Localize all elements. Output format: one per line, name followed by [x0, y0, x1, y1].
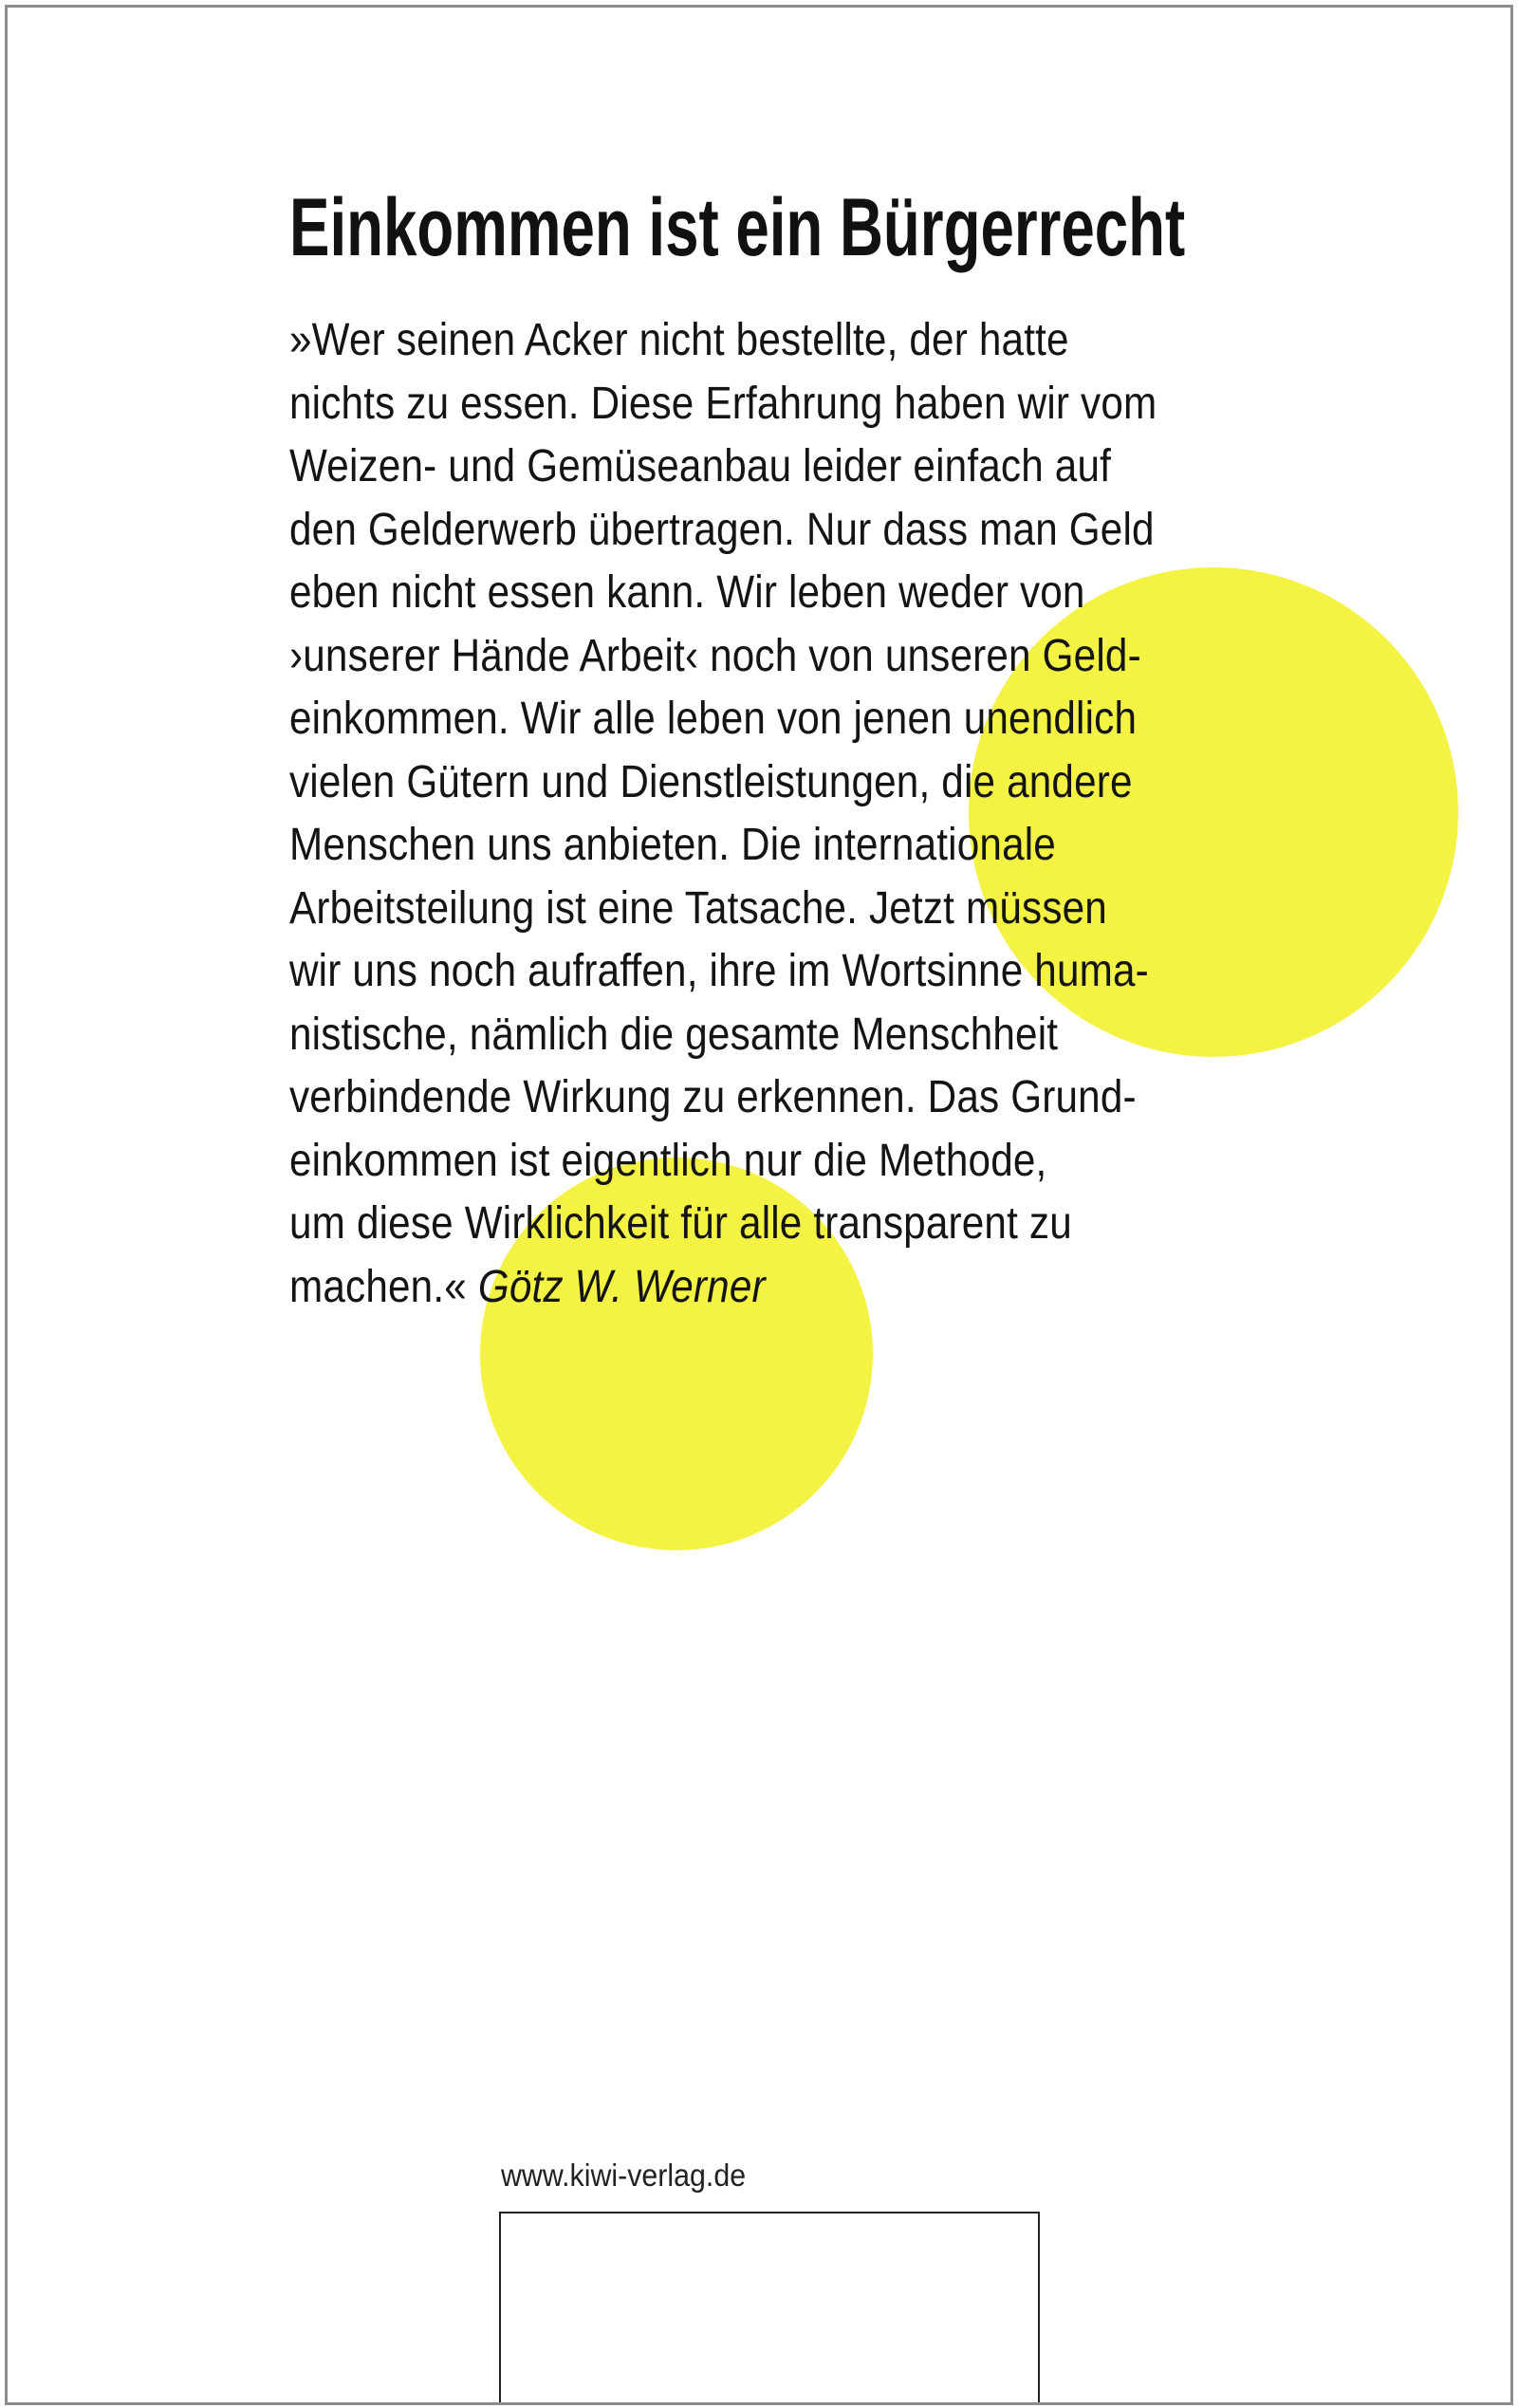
quote-line: nistische, nämlich die gesamte Menschheit: [289, 1009, 1059, 1060]
quote-line: um diese Wirklichkeit für alle transparent zu: [289, 1198, 1072, 1249]
quote-author: Götz W. Werner: [477, 1261, 766, 1312]
quote-line: nichts zu essen. Diese Erfahrung haben wir vom: [289, 378, 1157, 429]
publisher-website: www.kiwi-verlag.de: [501, 2158, 747, 2193]
quote-line: einkommen. Wir alle leben von jenen unendlich: [289, 694, 1138, 744]
quote-line: Arbeitsteilung ist eine Tatsache. Jetzt müssen: [289, 882, 1107, 934]
quote-line: ›unserer Hände Arbeit‹ noch von unseren Geld-: [289, 630, 1141, 681]
cover-title: Einkommen ist ein Bürgerrecht: [289, 182, 1186, 273]
quote-closing-text: machen.«: [289, 1261, 467, 1312]
quote-line: den Gelderwerb übertragen. Nur dass man Geld: [289, 504, 1155, 555]
quote-line: eben nicht essen kann. Wir leben weder von: [289, 567, 1085, 618]
quote-line: Weizen- und Gemüseanbau leider einfach auf: [289, 441, 1112, 491]
quote-line: wir uns noch aufraffen, ihre im Wortsinne huma-: [289, 946, 1149, 996]
quote-line: »Wer seinen Acker nicht bestellte, der hatte: [289, 315, 1069, 365]
book-back-cover: [5, 5, 1513, 2405]
quote-line: Menschen uns anbieten. Die internationale: [289, 820, 1056, 870]
quote-line: verbindende Wirkung zu erkennen. Das Grund-: [289, 1072, 1137, 1122]
barcode-area: [499, 2212, 1040, 2405]
quote-line: einkommen ist eigentlich nur die Methode,: [289, 1135, 1047, 1186]
quote-block: [289, 309, 1295, 1319]
quote-line: vielen Gütern und Dienstleistungen, die andere: [289, 756, 1133, 807]
quote-last-line: [289, 1256, 1175, 1320]
